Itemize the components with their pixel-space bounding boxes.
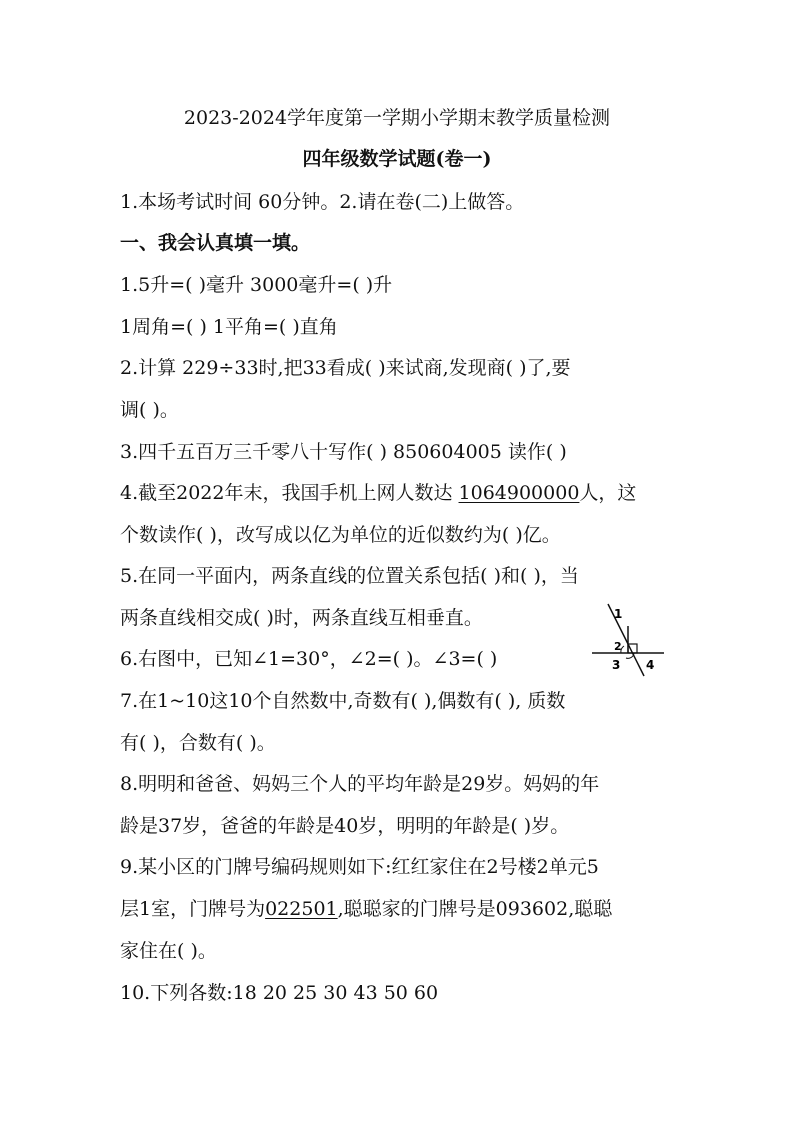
question-1-line-b: 1周角=( ) 1平角=( )直角 xyxy=(120,316,338,338)
exam-subtitle: 四年级数学试题(卷一) xyxy=(302,148,492,170)
question-1-line-a: 1.5升=( )毫升 3000毫升=( )升 xyxy=(120,274,393,296)
exam-notice: 1.本场考试时间 60分钟。2.请在卷(二)上做答。 xyxy=(120,191,525,213)
question-3: 3.四千五百万三千零八十写作( ) 850604005 读作( ) xyxy=(120,441,567,463)
question-10: 10.下列各数:18 20 25 30 43 50 60 xyxy=(120,982,439,1004)
question-6: 6.右图中，已知∠1=30°，∠2=( )。∠3=( ) xyxy=(120,648,498,670)
question-4-underlined-number: 1064900000 xyxy=(458,482,580,504)
question-9-text-after: ,聪聪家的门牌号是093602,聪聪 xyxy=(337,898,613,920)
question-9-line-a: 9.某小区的门牌号编码规则如下:红红家住在2号楼2单元5 xyxy=(120,856,599,878)
figure-label-1: 1 xyxy=(614,607,623,621)
figure-label-4: 4 xyxy=(646,658,655,672)
question-9-underlined-code: 022501 xyxy=(265,898,338,920)
question-5-line-b: 两条直线相交成( )时，两条直线互相垂直。 xyxy=(120,607,483,629)
figure-label-2: 2 xyxy=(614,640,622,653)
question-8-line-a: 8.明明和爸爸、妈妈三个人的平均年龄是29岁。妈妈的年 xyxy=(120,773,600,795)
figure-label-3: 3 xyxy=(612,658,621,672)
section-heading: 一、我会认真填一填。 xyxy=(120,232,311,254)
question-9-line-b xyxy=(120,900,612,919)
question-4-line-a xyxy=(120,484,636,503)
question-9-text-before: 层1室，门牌号为 xyxy=(120,898,266,920)
angle-figure xyxy=(590,602,666,678)
question-7-line-b: 有( )，合数有( )。 xyxy=(120,732,276,754)
exam-title: 2023-2024学年度第一学期小学期末教学质量检测 xyxy=(183,107,611,129)
question-9-line-c: 家住在( )。 xyxy=(120,940,217,962)
question-5-line-a: 5.在同一平面内，两条直线的位置关系包括( )和( )，当 xyxy=(120,565,579,587)
question-8-line-b: 龄是37岁，爸爸的年龄是40岁，明明的年龄是( )岁。 xyxy=(120,815,570,837)
question-4-text-after: 人，这 xyxy=(579,482,637,504)
question-2-line-b: 调( )。 xyxy=(120,399,179,421)
question-4-text-before: 4.截至2022年末，我国手机上网人数达 xyxy=(120,482,459,504)
question-7-line-a: 7.在1~10这10个自然数中,奇数有( ),偶数有( ), 质数 xyxy=(120,690,566,712)
question-2-line-a: 2.计算 229÷33时,把33看成( )来试商,发现商( )了,要 xyxy=(120,357,571,379)
question-4-line-b: 个数读作( )，改写成以亿为单位的近似数约为( )亿。 xyxy=(120,524,561,546)
